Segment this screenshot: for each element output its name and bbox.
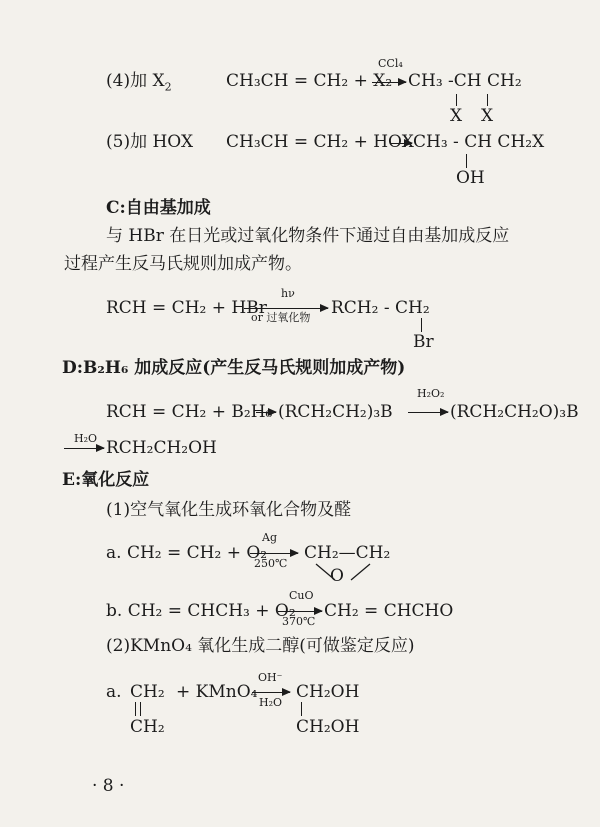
reaction-b-cond-bottom: 370℃ [282,615,316,628]
reaction-b-cond-top: CuO [289,589,314,602]
reaction-c-product-bond [301,702,302,716]
section-e-title: E:氧化反应 [62,470,150,490]
section-d-product-1: (RCH₂CH₂)₃B [278,402,393,422]
section-c-sub-br: Br [413,332,434,352]
reaction-a-oxygen: O [330,566,344,586]
item4-arrow [372,82,406,83]
item4-sub-x2: X [481,106,494,126]
section-c-product: RCH₂ - CH₂ [331,298,430,318]
item5-reactants: CH₃CH = CH₂ + HOX [226,132,414,152]
reaction-c-reagent: + KMnO₄ [176,682,258,702]
page-number: · 8 · [92,776,125,796]
item5-sub-oh: OH [456,168,485,188]
section-e-sub2: (2)KMnO₄ 氧化生成二醇(可做鉴定反应) [106,636,415,656]
reaction-b-arrow [278,611,322,612]
item5-label: (5)加 HOX [106,132,194,152]
section-c-arrow [244,308,328,309]
item5-product: CH₃ - CH CH₂X [413,132,545,152]
item4-sub-x1: X [450,106,463,126]
item4-label: (4)加 $X_2$ [106,71,172,94]
reaction-c-product-top: CH₂OH [296,682,360,702]
item4-product: CH₃ -CH CH₂ [408,71,522,91]
reaction-c-cond-bottom: H₂O [259,696,283,709]
reaction-a-reactants: a. CH₂ = CH₂ + O₂ [106,543,268,563]
section-c-bond [421,318,422,332]
section-d-cond: H₂O₂ [417,387,445,400]
reaction-c-top: CH₂ [130,682,165,702]
item4-bond-2 [487,94,488,106]
section-d-arrow-2 [408,412,448,413]
section-d-cond-2: H₂O [74,432,98,445]
item4-bond-1 [456,94,457,106]
section-c-line2: 过程产生反马氏规则加成产物。 [64,254,302,274]
section-d-reactants: RCH = CH₂ + B₂H₆ [106,402,273,422]
section-d-title: D:B₂H₆ 加成反应(产生反马氏规则加成产物) [62,358,406,378]
section-d-arrow-1 [256,412,276,413]
item4-condition: CCl₄ [378,57,403,70]
reaction-c-cond-top: OH⁻ [258,671,283,684]
reaction-a-cond-bottom: 250℃ [254,557,288,570]
section-c-reactants: RCH = CH₂ + HBr [106,298,267,318]
section-e-sub1: (1)空气氧化生成环氧化合物及醛 [106,500,352,520]
item4-reactants: CH₃CH = CH₂ + X₂ [226,71,393,91]
reaction-b-product: CH₂ = CHCHO [324,601,454,621]
item5-bond [466,154,467,168]
reaction-b-reactants: b. CH₂ = CHCH₃ + O₂ [106,601,296,621]
reaction-a-cond-top: Ag [262,531,277,544]
section-c-cond-bottom: or 过氧化物 [251,311,311,324]
reaction-c-bottom: CH₂ [130,717,165,737]
section-c-cond-top: hν [281,287,295,300]
section-d-arrow-3 [64,448,104,449]
reaction-a-product: CH₂—CH₂ [304,543,391,563]
reaction-c-double-bond [135,702,141,716]
item5-arrow [390,143,412,144]
section-c-line1: 与 HBr 在日光或过氧化物条件下通过自由基加成反应 [106,226,510,246]
reaction-c-label: a. [106,682,122,702]
reaction-c-product-bottom: CH₂OH [296,717,360,737]
reaction-a-arrow [250,553,298,554]
reaction-c-arrow [252,692,290,693]
section-d-product-2: (RCH₂CH₂O)₃B [450,402,579,422]
section-d-product-3: RCH₂CH₂OH [106,438,217,458]
section-c-title: C:自由基加成 [106,198,211,218]
